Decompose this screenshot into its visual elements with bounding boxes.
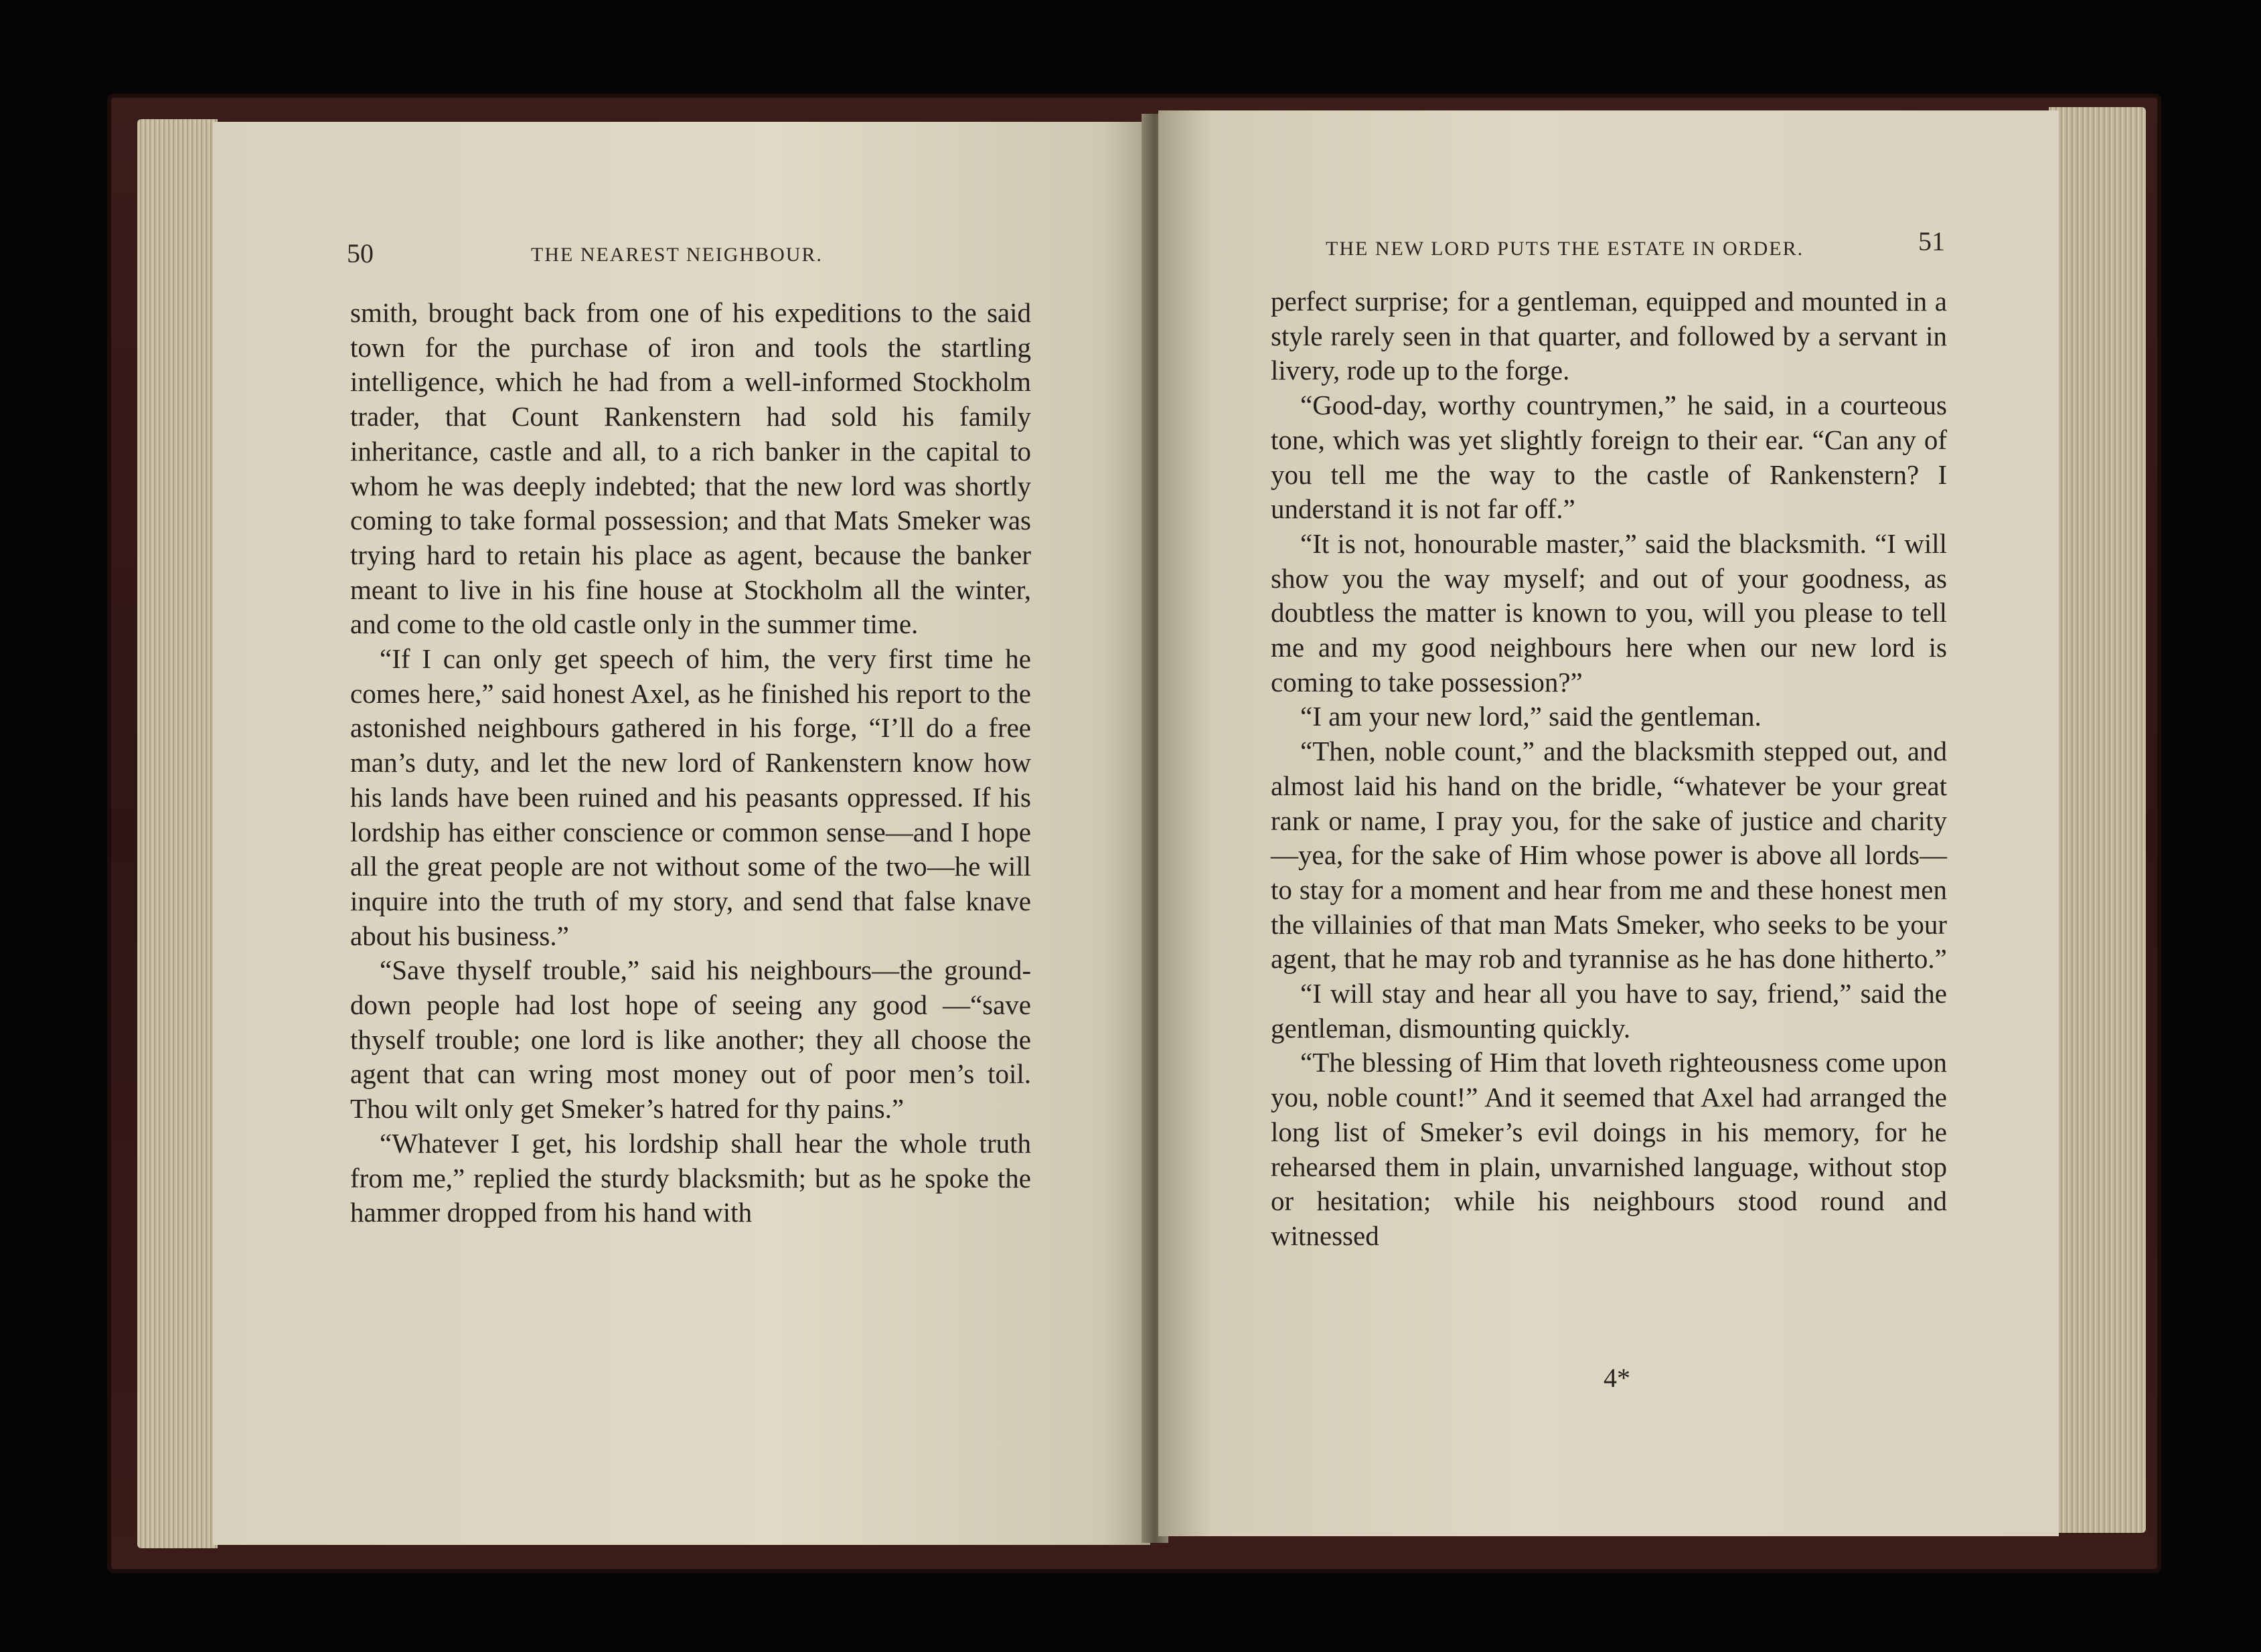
paragraph: perfect surprise; for a gentleman, equipped and mounted in a style rarely seen in that quarter, and followed by a servant in livery, rode up to the forge. xyxy=(1271,286,1947,386)
paragraph: “It is not, honourable master,” said the blacksmith. “I will show you the way myself; and out of your goodness, as doubtless the matter is known to you, will you please to tell me and my good neighbours here when our new lord is coming to take possession?” xyxy=(1271,527,1947,697)
signature-mark: 4* xyxy=(1604,1363,1630,1393)
paragraph: “Then, noble count,” and the blacksmith stepped out, and almost laid his hand on the bridle, “whatever be your great rank or name, I pray you, for the sake of justice and charity—yea, for the sake of Him whose power is above all lords—to stay for a moment and hear from me and these honest men the villainies of that man Mats Smeker, who seeks to be your agent, that he may rob and tyrannise as he has done hitherto.” xyxy=(1271,736,1947,975)
left-page xyxy=(213,122,1150,1545)
paragraph: “Save thyself trouble,” said his neighbours—the ground-down people had lost hope of seeing any good —“save thyself trouble; one lord is like another; they all choose the agent that can wring most money out of poor men’s toil. Thou wilt only get Smeker’s hatred for thy pains.” xyxy=(350,955,1031,1125)
right-running-head: THE NEW LORD PUTS THE ESTATE IN ORDER. xyxy=(1326,238,1804,260)
right-page-text xyxy=(1271,284,1947,1254)
paragraph: “Whatever I get, his lordship shall hear the whole truth from me,” replied the sturdy blacksmith; but as he spoke the hammer dropped from his hand with xyxy=(350,1127,1031,1228)
left-running-head: THE NEAREST NEIGHBOUR. xyxy=(531,244,823,266)
right-page-number: 51 xyxy=(1918,226,1945,256)
left-page-number: 50 xyxy=(347,238,374,268)
paragraph: smith, brought back from one of his expeditions to the said town for the purchase of iron and tools the startling intelligence, which he had from a well-informed Stockholm trader, that Count Rankenstern had sold his family inheritance, castle and all, to a rich banker in the capital to whom he was deeply indebted; that the new lord was shortly coming to take formal possession; and that Mats Smeker was trying hard to retain his place as agent, because the banker meant to live in his fine house at Stockholm all the winter, and come to the old castle only in the summer time. xyxy=(350,297,1031,640)
paragraph: “I am your new lord,” said the gentleman. xyxy=(1300,701,1762,732)
right-page xyxy=(1158,110,2059,1536)
paragraph: “The blessing of Him that loveth righteousness come upon you, noble count!” And it seemed that Axel had arranged the long list of Smeker’s evil doings in his memory, for he rehearsed them in plain, unvarnished language, without stop or hesitation; while his neighbours stood round and witnessed xyxy=(1271,1047,1947,1251)
paragraph: “Good-day, worthy countrymen,” he said, in a courteous tone, which was yet slightly foreign to their ear. “Can any of you tell me the way to the castle of Rankenstern? I understand it is not far off.” xyxy=(1271,390,1947,525)
left-page-edges xyxy=(137,119,218,1548)
right-page-edges xyxy=(2049,107,2146,1533)
paragraph: “I will stay and hear all you have to say, friend,” said the gentleman, dismounting quickly. xyxy=(1271,978,1947,1044)
paragraph: “If I can only get speech of him, the very first time he comes here,” said honest Axel, as he finished his report to the astonished neighbours gathered in his forge, “I’ll do a free man’s duty, and let the new lord of Rankenstern know how his lands have been ruined and his peasants oppressed. If his lordship has either conscience or common sense—and I hope all the great people are not without some of the two—he will inquire into the truth of my story, and send that false knave about his business.” xyxy=(350,643,1031,951)
left-page-text xyxy=(350,296,1031,1230)
